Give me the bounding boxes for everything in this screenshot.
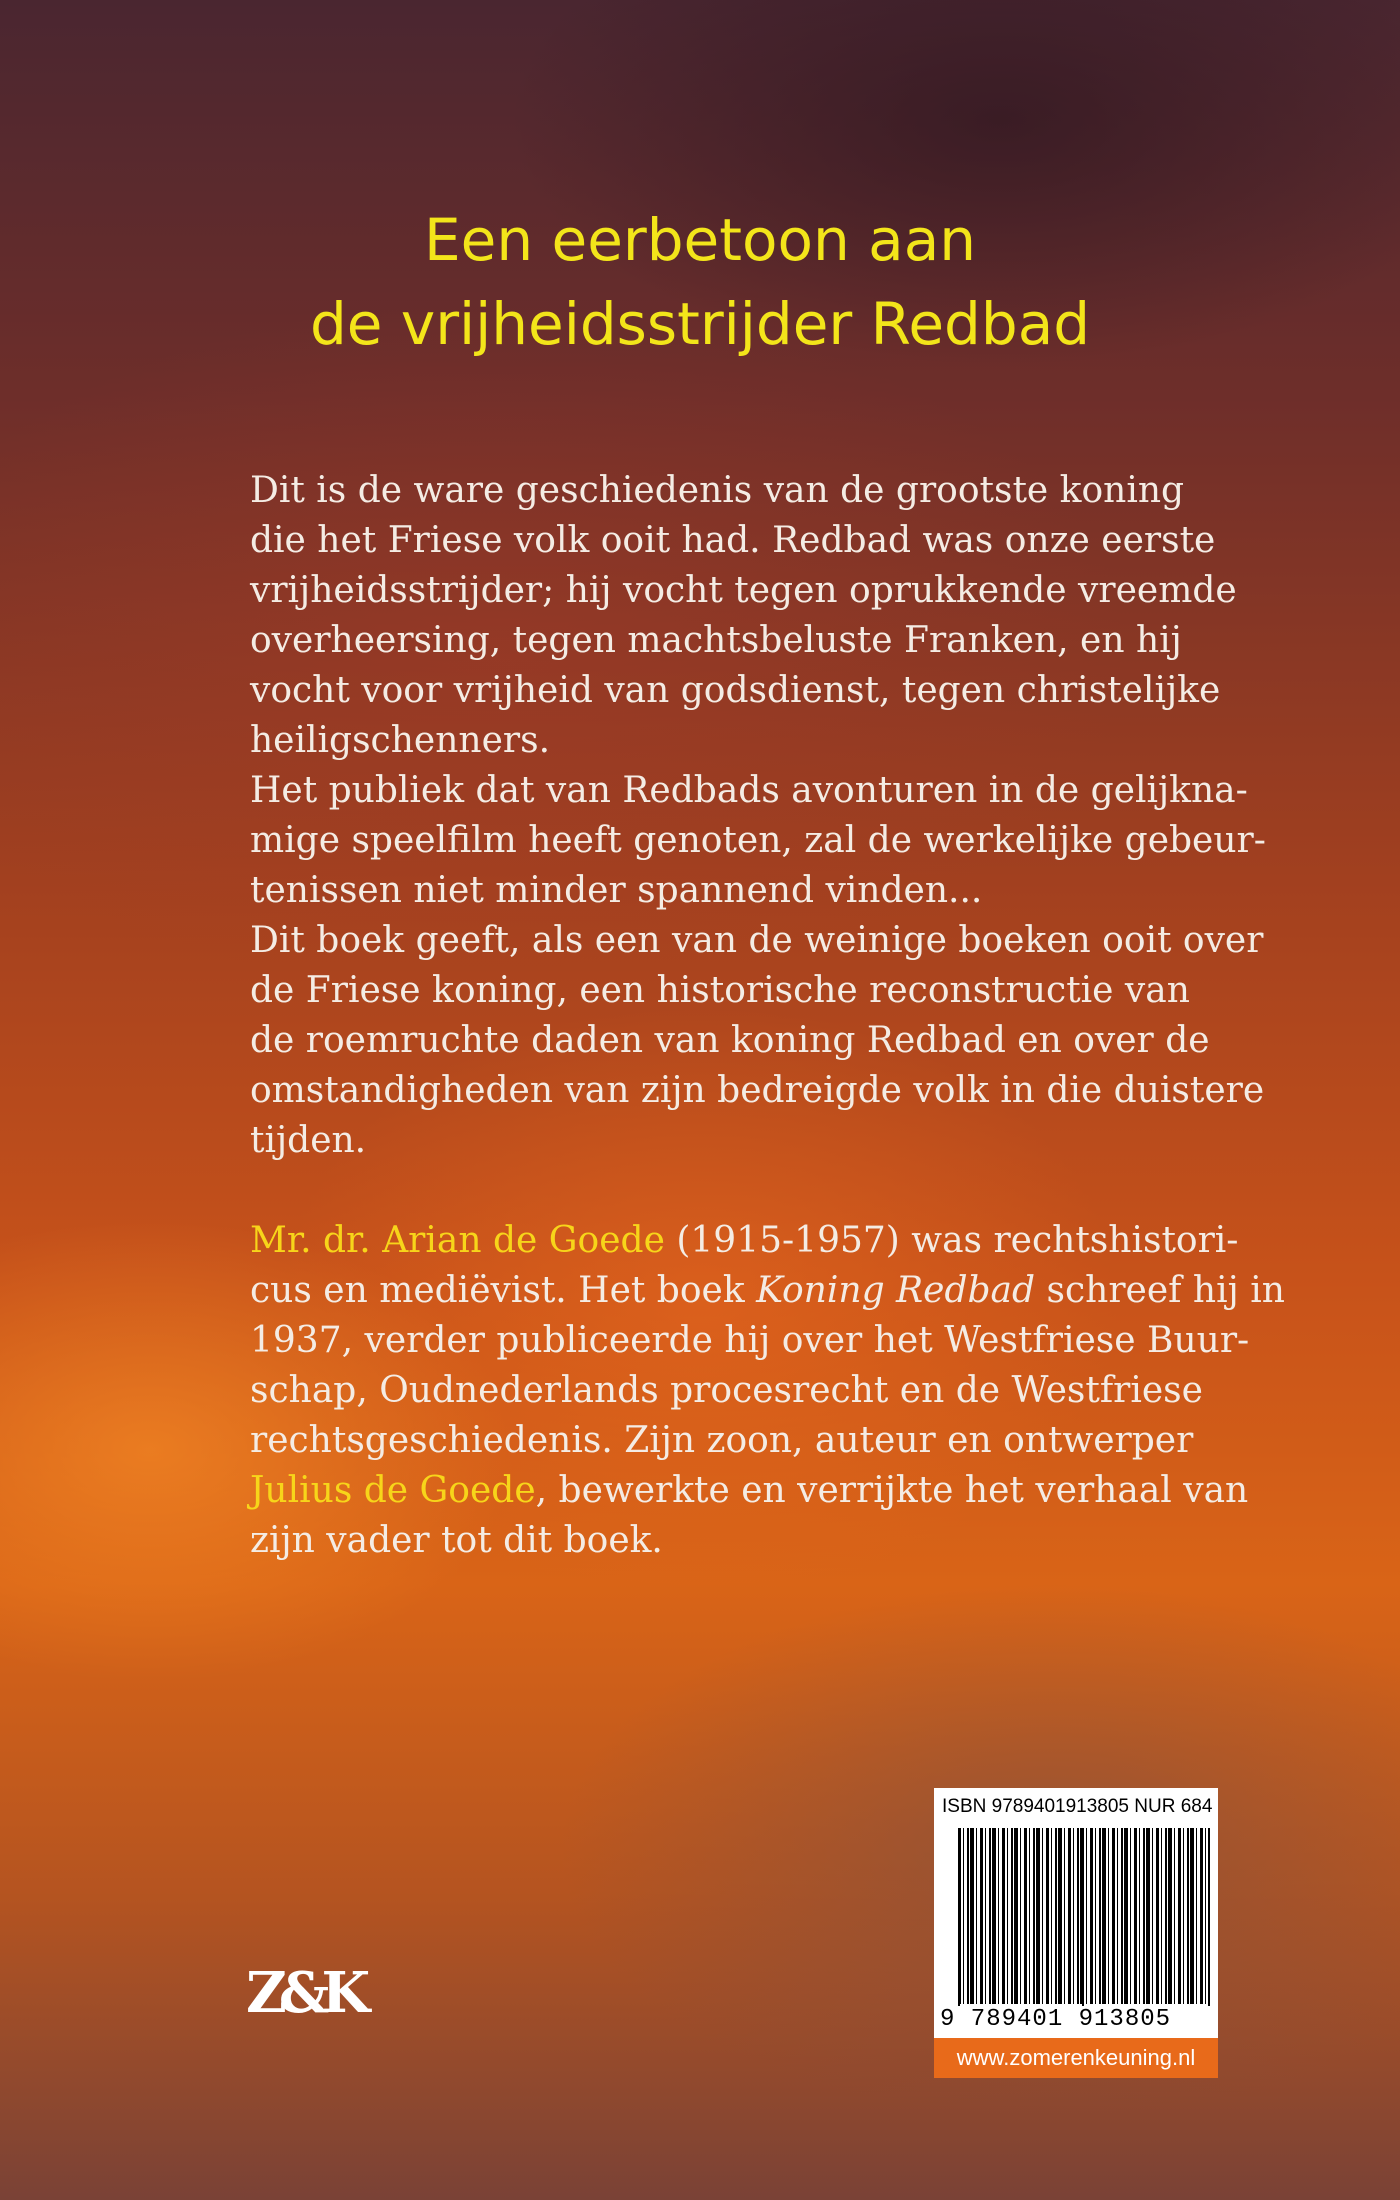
book-title: Koning Redbad	[756, 1270, 1036, 1311]
description-line: Dit boek geeft, als een van de weinige boeken ooit over	[250, 920, 1264, 961]
description-line: heiligschenners.	[250, 720, 551, 761]
headline	[0, 198, 1400, 366]
author-bio-text: , bewerkte en verrijkte het verhaal van	[535, 1470, 1249, 1511]
barcode-box	[934, 1788, 1218, 2038]
author-bio-line	[250, 1216, 1239, 1266]
description-line: Het publiek dat van Redbads avonturen in de gelijkna-	[250, 770, 1248, 811]
author-bio-text: cus en mediëvist. Het boek	[250, 1270, 757, 1311]
barcode-digits: 9 789401 913805	[940, 2006, 1216, 2033]
description-line: tijden.	[250, 1120, 367, 1161]
author-bio-text: (1915-1957) was rechtshistori-	[664, 1220, 1239, 1261]
back-cover-text	[250, 466, 1285, 1566]
barcode-guard	[1082, 1828, 1084, 2018]
description-line: vrijheidsstrijder; hij vocht tegen oprukkende vreemde	[250, 570, 1237, 611]
author-bio-line: 1937, verder publiceerde hij over het Westfriese Buur-	[250, 1320, 1250, 1361]
description-line: vocht voor vrijheid van godsdienst, tegen christelijke	[250, 670, 1221, 711]
barcode-bars	[958, 1828, 1210, 2004]
author-bio-line: zijn vader tot dit boek.	[250, 1520, 663, 1561]
description-line: mige speelfilm heeft genoten, zal de werkelijke gebeur-	[250, 820, 1266, 861]
description-line: die het Friese volk ooit had. Redbad was onze eerste	[250, 520, 1216, 561]
author-bio	[250, 1216, 1285, 1566]
description-line: overheersing, tegen machtsbeluste Franken, en hij	[250, 620, 1182, 661]
author-name: Mr. dr. Arian de Goede	[250, 1220, 665, 1261]
description-line: de Friese koning, een historische reconstructie van	[250, 970, 1190, 1011]
description	[250, 466, 1266, 1166]
description-line: Dit is de ware geschiedenis van de grootste koning	[250, 470, 1185, 511]
publisher-logo: Z&K	[246, 1960, 363, 2026]
description-line: tenissen niet minder spannend vinden...	[250, 870, 983, 911]
author-bio-line: schap, Oudnederlands procesrecht en de Westfriese	[250, 1370, 1203, 1411]
isbn-label: ISBN 9789401913805 NUR 684	[942, 1796, 1213, 1817]
publisher-website[interactable]: www.zomerenkeuning.nl	[934, 2038, 1218, 2078]
headline-line-1: Een eerbetoon aan	[424, 206, 976, 274]
author-bio-line	[250, 1466, 1249, 1516]
description-line: omstandigheden van zijn bedreigde volk in die duistere	[250, 1070, 1265, 1111]
author-bio-line	[250, 1266, 1285, 1316]
author-bio-text: schreef hij in	[1035, 1270, 1285, 1311]
author-bio-line: rechtsgeschiedenis. Zijn zoon, auteur en ontwerper	[250, 1420, 1194, 1461]
son-name: Julius de Goede	[250, 1470, 536, 1511]
barcode-guard	[958, 1828, 960, 2018]
barcode-guard	[1208, 1828, 1210, 2018]
headline-line-2: de vrijheidsstrijder Redbad	[309, 290, 1091, 358]
description-line: de roemruchte daden van koning Redbad en over de	[250, 1020, 1210, 1061]
